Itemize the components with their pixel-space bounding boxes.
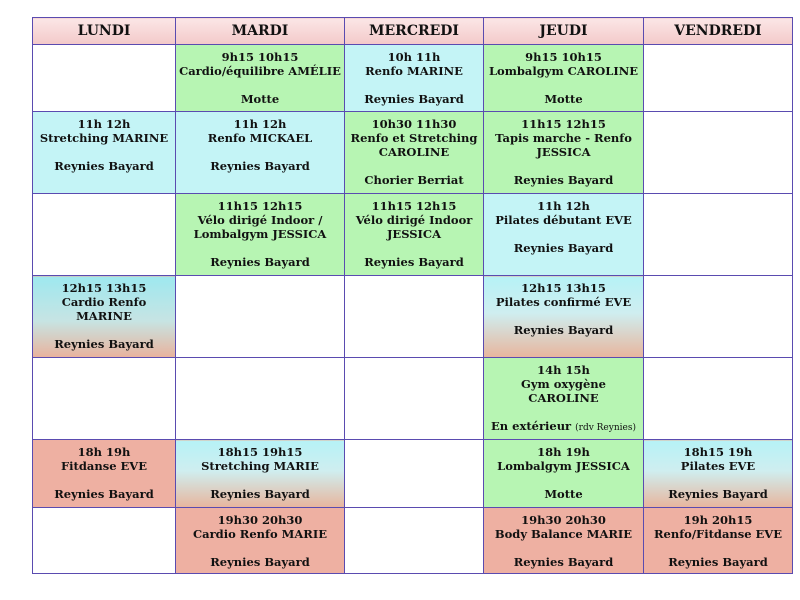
class-slot [484, 358, 644, 440]
class-title: Stretching MARINE [39, 131, 169, 145]
class-time: 11h15 12h15 [521, 117, 606, 131]
class-slot [484, 508, 644, 574]
empty-slot [345, 358, 484, 440]
class-title: Pilates EVE [680, 459, 756, 473]
class-time: 19h30 20h30 [521, 513, 606, 527]
class-time: 18h 19h [537, 445, 590, 459]
class-time: 9h15 10h15 [221, 50, 299, 64]
class-slot [484, 276, 644, 358]
class-location-name: Chorier Berriat [364, 173, 464, 187]
class-time: 10h 11h [387, 50, 441, 64]
class-slot [484, 440, 644, 508]
empty-slot [176, 358, 345, 440]
class-location-name: Reynies Bayard [210, 555, 310, 569]
class-title: Renfo/Fitdanse EVE [654, 527, 782, 541]
empty-slot [176, 276, 345, 358]
schedule-body [33, 45, 793, 574]
class-slot [644, 508, 793, 574]
class-slot [345, 194, 484, 276]
class-location [484, 419, 643, 435]
class-location-name: Motte [544, 92, 583, 106]
class-location-name: En extérieur [491, 419, 572, 433]
class-title: Vélo dirigé Indoor / [197, 213, 323, 227]
empty-slot [644, 276, 793, 358]
day-header-vendredi: VENDREDI [644, 18, 793, 45]
class-time: 18h 19h [77, 445, 131, 459]
class-location [176, 159, 344, 173]
class-slot [484, 45, 644, 112]
class-location [33, 159, 175, 173]
schedule-row [33, 440, 793, 508]
day-header-lundi: LUNDI [33, 18, 176, 45]
class-title: MARINE [76, 309, 132, 323]
class-time: 18h15 19h [683, 445, 753, 459]
class-time: 12h15 13h15 [61, 281, 147, 295]
class-slot [176, 440, 345, 508]
class-location-name: Reynies Bayard [210, 487, 310, 501]
day-header-mardi: MARDI [176, 18, 345, 45]
class-title: Cardio/équilibre AMÉLIE [179, 64, 341, 78]
class-location [33, 487, 175, 501]
class-location-name: Reynies Bayard [513, 323, 614, 337]
empty-slot [345, 440, 484, 508]
class-title: Fitdanse EVE [61, 459, 147, 473]
class-location [176, 555, 344, 569]
class-title: Lombalgym JESSICA [497, 459, 630, 473]
class-location [644, 487, 792, 501]
class-title: Renfo MICKAEL [207, 131, 313, 145]
class-slot [176, 508, 345, 574]
class-slot [644, 440, 793, 508]
class-slot [176, 45, 345, 112]
class-slot [176, 194, 345, 276]
class-time: 11h 12h [233, 117, 287, 131]
class-title: Gym oxygène [521, 377, 606, 391]
schedule-table [32, 17, 793, 574]
class-location-name: Reynies Bayard [513, 241, 614, 255]
class-time: 19h 20h15 [683, 513, 753, 527]
class-slot [176, 112, 345, 194]
class-location-name: Motte [544, 487, 583, 501]
class-title: Renfo et Stretching [350, 131, 478, 145]
class-location-name: Reynies Bayard [54, 159, 154, 173]
class-location-name: Reynies Bayard [54, 337, 154, 351]
empty-slot [644, 358, 793, 440]
class-time: 14h 15h [537, 363, 590, 377]
class-location [176, 487, 344, 501]
class-slot [484, 112, 644, 194]
class-slot [345, 45, 484, 112]
day-header-mercredi: MERCREDI [345, 18, 484, 45]
class-time: 11h 12h [537, 199, 590, 213]
class-location [176, 255, 344, 269]
class-location [484, 555, 643, 569]
class-title: JESSICA [536, 145, 591, 159]
class-location [484, 173, 643, 187]
day-header-jeudi: JEUDI [484, 18, 644, 45]
class-location [176, 92, 344, 106]
class-title: Cardio Renfo [61, 295, 147, 309]
header-row [33, 18, 793, 45]
class-time: 12h15 13h15 [521, 281, 606, 295]
class-time: 11h15 12h15 [217, 199, 303, 213]
class-title: Lombalgym CAROLINE [488, 64, 639, 78]
class-location-name: Reynies Bayard [364, 92, 464, 106]
empty-slot [345, 276, 484, 358]
class-slot [484, 194, 644, 276]
class-location [484, 487, 643, 501]
class-location [345, 255, 483, 269]
class-time: 18h15 19h15 [217, 445, 303, 459]
class-title: Vélo dirigé Indoor [355, 213, 473, 227]
class-time: 10h30 11h30 [371, 117, 457, 131]
class-location-name: Reynies Bayard [668, 555, 768, 569]
schedule-row [33, 45, 793, 112]
empty-slot [33, 45, 176, 112]
class-location-name: Reynies Bayard [54, 487, 154, 501]
class-title: CAROLINE [378, 145, 450, 159]
class-location [345, 173, 483, 187]
schedule-row [33, 508, 793, 574]
class-location-name: Reynies Bayard [210, 255, 310, 269]
schedule-row [33, 276, 793, 358]
class-title: Lombalgym JESSICA [193, 227, 327, 241]
class-title: Tapis marche - Renfo [495, 131, 632, 145]
schedule-row [33, 358, 793, 440]
empty-slot [345, 508, 484, 574]
class-title: Pilates confirmé EVE [495, 295, 632, 309]
class-time: 19h30 20h30 [217, 513, 303, 527]
class-slot [33, 112, 176, 194]
empty-slot [33, 358, 176, 440]
class-location [484, 241, 643, 255]
class-title: Body Balance MARIE [494, 527, 633, 541]
schedule-row [33, 112, 793, 194]
empty-slot [33, 194, 176, 276]
class-title: Pilates débutant EVE [495, 213, 632, 227]
schedule-row [33, 194, 793, 276]
class-title: Stretching MARIE [201, 459, 319, 473]
class-title: CAROLINE [528, 391, 599, 405]
empty-slot [644, 45, 793, 112]
class-location-name: Reynies Bayard [513, 173, 614, 187]
class-time: 11h15 12h15 [371, 199, 457, 213]
class-title: Cardio Renfo MARIE [193, 527, 327, 541]
empty-slot [33, 508, 176, 574]
class-location-name: Reynies Bayard [364, 255, 464, 269]
class-slot [33, 276, 176, 358]
class-location-name: Motte [240, 92, 280, 106]
empty-slot [644, 112, 793, 194]
class-location-name: Reynies Bayard [668, 487, 768, 501]
class-title: JESSICA [386, 227, 442, 241]
class-location [644, 555, 792, 569]
class-time: 11h 12h [77, 117, 131, 131]
class-location-name: Reynies Bayard [513, 555, 614, 569]
class-time: 9h15 10h15 [525, 50, 602, 64]
class-location [484, 92, 643, 106]
class-title: Renfo MARINE [365, 64, 463, 78]
class-location [345, 92, 483, 106]
class-location-name: Reynies Bayard [210, 159, 310, 173]
class-slot [33, 440, 176, 508]
class-location [33, 337, 175, 351]
empty-slot [644, 194, 793, 276]
class-location-note: (rdv Reynies) [575, 423, 636, 433]
class-location [484, 323, 643, 337]
class-slot [345, 112, 484, 194]
